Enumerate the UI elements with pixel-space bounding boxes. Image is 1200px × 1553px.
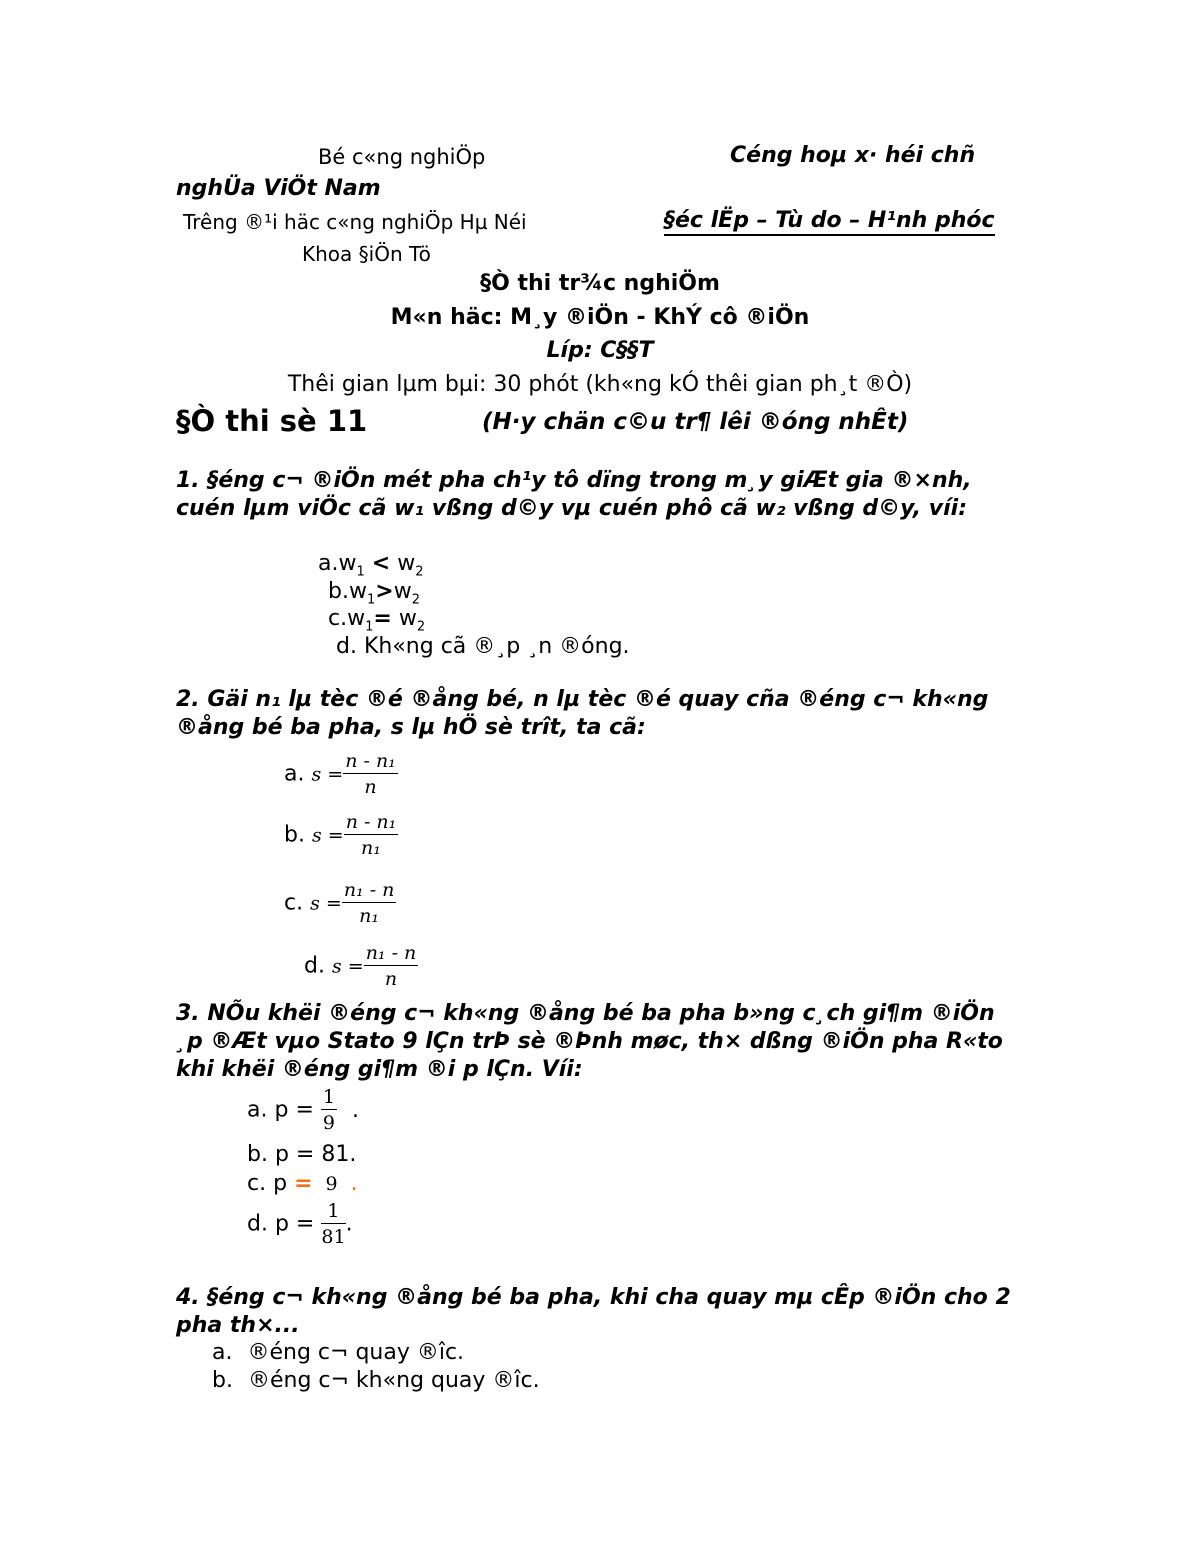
fraction: $\frac{\text{n - n₁}}{\text{n₁}}$ bbox=[345, 811, 397, 859]
question-4-text: 4. §éng c¬ kh«ng ®ång bé ba pha, khi cha quay mµ cÊp ®iÖn cho 2 pha th×... bbox=[176, 1285, 1011, 1338]
question-2-option-a[interactable]: a. s = $\frac{\text{n - n₁}}{n}$ bbox=[284, 750, 396, 798]
question-4-option-b[interactable]: b. ®éng c¬ kh«ng quay ®îc. bbox=[212, 1368, 540, 1393]
exam-time: Thêi gian lµm bµi: 30 phót (kh«ng kÓ thêi gian ph¸t ®Ò) bbox=[287, 372, 913, 397]
question-1-option-c[interactable]: $c.w_1= w_2$ bbox=[328, 606, 426, 635]
exam-subject: M«n häc: M¸y ®iÖn - KhÝ cô ®iÖn bbox=[390, 305, 810, 330]
question-2-text: 2. Gäi n₁ lµ tèc ®é ®ång bé, n lµ tèc ®é quay cña ®éng c¬ kh«ng ®ång bé ba pha, s lµ hÖ sè trît, ta cã: bbox=[176, 687, 989, 740]
fraction: $\frac{\text{n₁ - n}}{n}$ bbox=[365, 942, 417, 990]
question-4-option-a[interactable]: a. ®éng c¬ quay ®îc. bbox=[212, 1340, 465, 1365]
exam-class: Líp: C§§T bbox=[546, 338, 654, 363]
exam-instruction: (H·y chän c©u tr¶ lêi ®óng nhÊt) bbox=[482, 409, 909, 435]
question-2-option-b[interactable]: b. s = $\frac{\text{n - n₁}}{\text{n₁}}$ bbox=[284, 811, 397, 859]
question-2-option-d[interactable]: d. s = $\frac{\text{n₁ - n}}{n}$ bbox=[304, 942, 417, 990]
exam-number: §Ò thi sè 11 bbox=[176, 404, 368, 438]
fraction: $\frac{\text{n₁ - n}}{\text{n₁}}$ bbox=[343, 879, 395, 927]
faculty-name: Khoa §iÖn Tö bbox=[302, 242, 431, 266]
fraction: $\frac{1}{9}$ bbox=[322, 1086, 335, 1134]
question-2-option-c[interactable]: c. s = $\frac{\text{n₁ - n}}{\text{n₁}}$ bbox=[284, 879, 395, 927]
fraction: $\frac{\text{n - n₁}}{n}$ bbox=[345, 750, 396, 798]
ministry-name: Bé c«ng nghiÖp bbox=[318, 145, 486, 169]
question-3-option-d[interactable]: d. p = $\frac{1}{81}$ . bbox=[247, 1200, 353, 1248]
question-1-option-d[interactable]: d. Kh«ng cã ®¸p ¸n ®óng. bbox=[336, 634, 630, 659]
republic-title-line1: Céng hoµ x· héi chñ bbox=[730, 143, 976, 168]
question-3-text: 3. NÕu khëi ®éng c¬ kh«ng ®ång bé ba pha b»ng c¸ch gi¶m ®iÖn ¸p ®Æt vµo Stato 9 lÇn trÞ sè ®Þnh møc, th× dßng ®iÖn pha R«to khi khëi ®éng gi¶m ®i p lÇn. Víi: bbox=[176, 1001, 1003, 1082]
question-1-option-a[interactable]: $a.w_1 < w_2$ bbox=[318, 551, 424, 580]
exam-title: §Ò thi tr¾c nghiÖm bbox=[480, 271, 720, 296]
school-name: Trêng ®¹i häc c«ng nghiÖp Hµ Néi bbox=[183, 210, 527, 234]
question-1-text: 1. §éng c¬ ®iÖn mét pha ch¹y tô dïng trong m¸y giÆt gia ®×nh, cuén lµm viÖc cã w₁ vßng d©y vµ cuén phô cã w₂ vßng d©y, víi: bbox=[176, 468, 972, 521]
question-3-option-b[interactable]: b. p = 81. bbox=[247, 1142, 357, 1167]
question-1-option-b[interactable]: $b.w_1>w_2$ bbox=[328, 579, 420, 608]
fraction: $\frac{1}{81}$ bbox=[321, 1200, 346, 1248]
republic-title-line2: nghÜa ViÖt Nam bbox=[176, 176, 381, 201]
national-motto: §éc lËp – Tù do – H¹nh phóc bbox=[664, 208, 995, 236]
question-3-option-a[interactable]: a. p = $\frac{1}{9}$ . bbox=[247, 1086, 359, 1134]
question-3-option-c[interactable]: c. p = 9 . bbox=[247, 1171, 358, 1196]
